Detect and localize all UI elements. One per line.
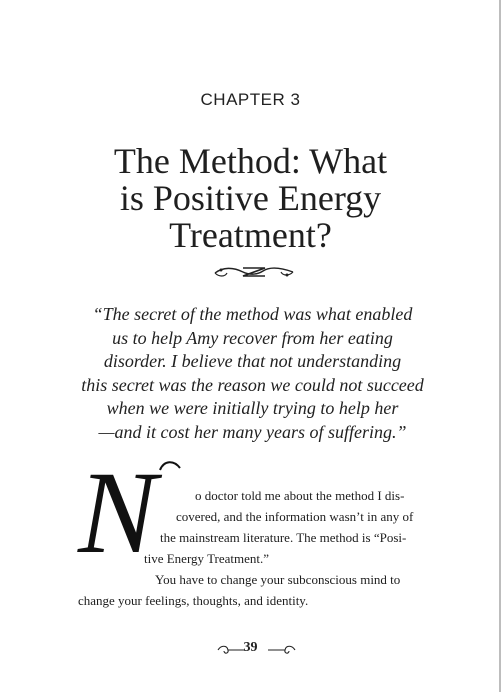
body-text-line: o doctor told me about the method I dis-: [195, 488, 405, 503]
page-footer: [0, 640, 501, 660]
body-text-line: the mainstream literature. The method is “Posi-: [160, 530, 407, 545]
quote-line: us to help Amy recover from her eating: [112, 327, 393, 348]
quote-line: disorder. I believe that not understanding: [103, 351, 402, 371]
chapter-label: CHAPTER 3: [200, 90, 301, 109]
quote-line: when we were initially trying to help her: [106, 398, 399, 418]
quote-line: this secret was the reason we could not succeed: [81, 374, 424, 395]
quote-line: —and it cost her many years of suffering.”: [98, 421, 407, 442]
body-text-line: tive Energy Treatment.”: [144, 551, 270, 566]
flourish-ornament-icon: [213, 262, 295, 282]
title-line: Treatment?: [169, 215, 332, 255]
body-text-line: You have to change your subconscious mind to: [155, 572, 401, 587]
epigraph-quote: [60, 303, 445, 444]
quote-line: “The secret of the method was what enabled: [92, 304, 413, 324]
body-text-line: change your feelings, thoughts, and identity.: [78, 593, 309, 608]
body-text-line: covered, and the information wasn’t in any of: [176, 509, 414, 524]
title-line: The Method: What: [113, 141, 388, 181]
page-number: 39: [243, 640, 258, 655]
svg-text:N: N: [78, 452, 157, 560]
chapter-title: [40, 143, 461, 254]
title-line: is Positive Energy: [119, 178, 382, 218]
right-flourish-icon: [267, 644, 297, 656]
